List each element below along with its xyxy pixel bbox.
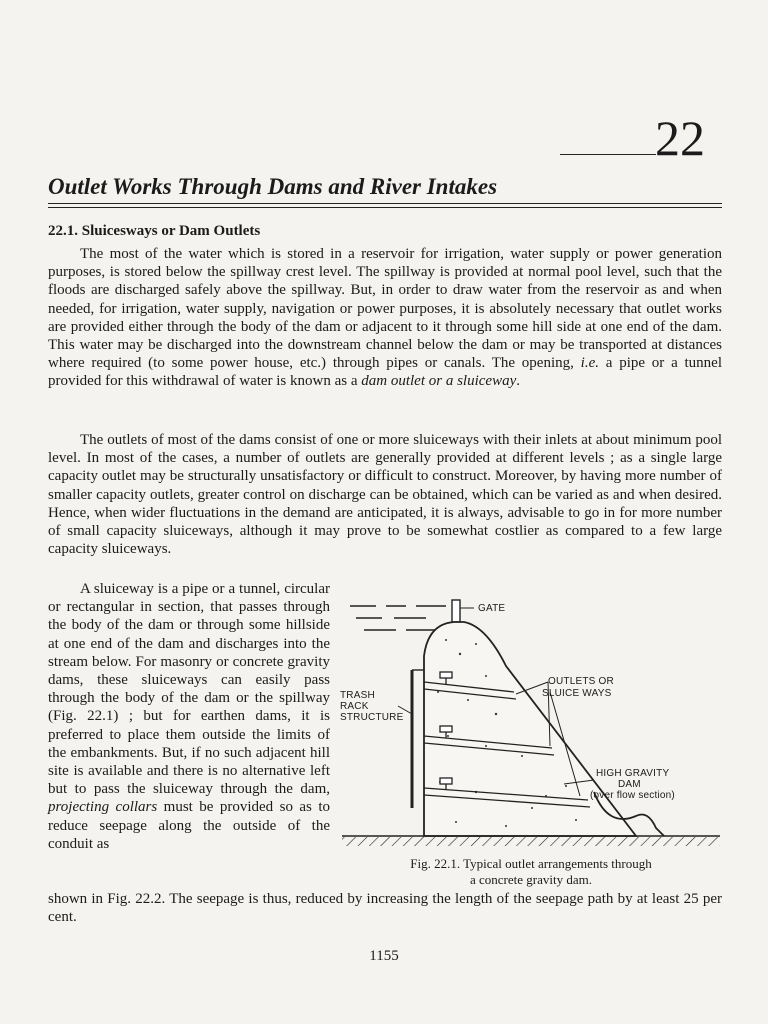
paragraph-2: The outlets of most of the dams consist of one or more sluiceways with their inlets at about minimum pool level. In most of the cases, a number of outlets are generally provided at different levels ; as a single large capacity outlet may be structurally unsatisfactory or difficult to construct. Moreover, by having more number of smaller capacity outlets, greater control on discharge can be obtained, which can be varied as and when desired. Hence, when wider fluctuations in the demand are anticipated, it is always, advisable to go in for more number of small capacity sluiceways, although it may prove to be somewhat costlier as compared to a few large capacity sluiceways. <box>48 432 722 558</box>
label-gate: GATE <box>478 603 506 614</box>
label-outlets-2: SLUICE WAYS <box>542 688 612 699</box>
caption-line-1: Fig. 22.1. Typical outlet arrangements through <box>410 856 652 871</box>
label-trash-2: RACK <box>340 701 369 712</box>
section-heading: 22.1. Sluicesways or Dam Outlets <box>48 223 261 239</box>
label-dam-3: (over flow section) <box>590 790 675 801</box>
paragraph-3-emphasis: projecting collars <box>48 799 158 816</box>
paragraph-3 <box>48 580 330 853</box>
paragraph-3-text: A sluiceway is a pipe or a tunnel, circular or rectangular in section, that passes through the body of the dam or through some hillside at one end of the dam and discharges into the stream below. For masonry or concrete gravity dams, these sluiceways can easily pass through the body of the dam or the spillway (Fig. 22.1) ; but for earthen dams, it is preferred to place them outside the limits of the embankments. But, if no such adjacent hill site is available and there is no alternative left but to pass the sluiceway through the dam, <box>48 581 330 798</box>
label-dam-2: DAM <box>618 779 641 790</box>
figure-caption <box>336 856 726 888</box>
gate-symbol <box>452 600 460 622</box>
paragraph-1-end: . <box>516 373 520 390</box>
caption-line-2: a concrete gravity dam. <box>470 872 592 887</box>
title-double-rule <box>48 203 722 208</box>
chapter-number-rule <box>560 154 656 155</box>
chapter-title: Outlet Works Through Dams and River Intakes <box>48 174 498 199</box>
label-trash-1: TRASH <box>340 690 375 701</box>
paragraph-1-emphasis: dam outlet or a sluiceway <box>361 373 517 390</box>
paragraph-1 <box>48 245 722 391</box>
paragraph-1-ie: i.e. <box>580 355 599 372</box>
label-dam-1: HIGH GRAVITY <box>596 768 670 779</box>
dam-body <box>424 622 636 836</box>
chapter-number: 22 <box>655 110 705 166</box>
dam-diagram <box>336 596 726 852</box>
label-trash-3: STRUCTURE <box>340 712 404 723</box>
paragraph-3-end: must be provided so as to reduce seepage along the outside of the conduit as <box>48 799 330 852</box>
figure-22-1 <box>336 596 726 852</box>
paragraph-1-text: The most of the water which is stored in a reservoir for irrigation, water supply or power generation purposes, is stored below the spillway crest level. The spillway is provided at normal pool level, such that the floods are discharged safely above the spillway. But, in order to draw water from the reservoir as and when needed, for irrigation, water supply, navigation or power purposes, it is absolutely necessary that outlet works are provided either through the body of the dam or adjacent to it through some hill side at one end of the dam. This water may be discharged into the downstream channel below the dam or may be transported at distances where required (to some power house, etc.) through pipes or canals. The opening, <box>48 246 722 372</box>
ground-hatch <box>342 837 720 846</box>
paragraph-4: shown in Fig. 22.2. The seepage is thus, reduced by increasing the length of the seepage path by at least 25 per cent. <box>48 891 722 926</box>
label-outlets-1: OUTLETS OR <box>548 676 614 687</box>
reservoir-water-lines <box>350 606 446 630</box>
page-number: 1155 <box>369 948 399 964</box>
paragraph-1-mid: a pipe or a tunnel provided for this withdrawal of water is known as a <box>48 355 722 390</box>
